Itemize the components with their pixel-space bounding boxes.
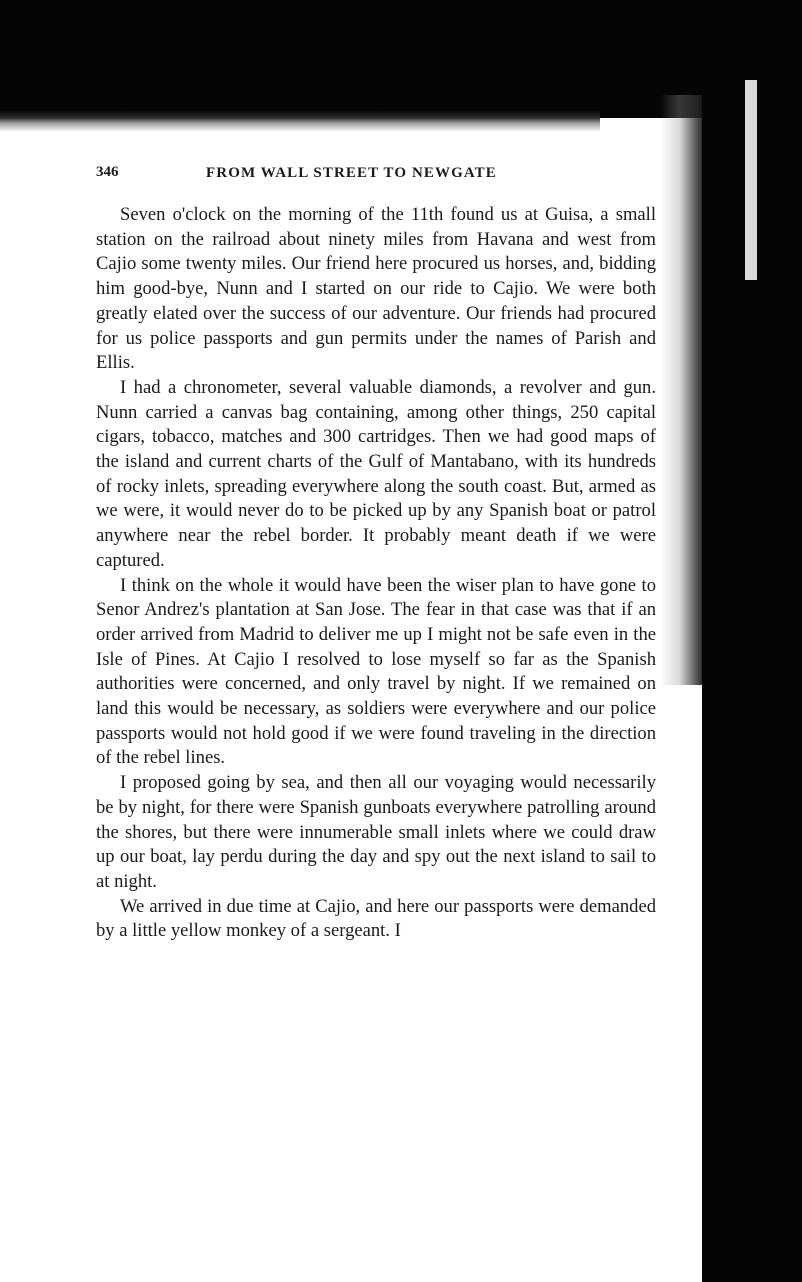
body-text <box>96 203 656 944</box>
running-head <box>96 158 656 188</box>
scan-top-edge-shadow <box>0 110 600 132</box>
book-page <box>96 158 656 944</box>
paragraph-5: We arrived in due time at Cajio, and here our passports were demanded by a little yellow monkey of a sergeant. I <box>96 895 656 942</box>
page-number: 346 <box>96 164 119 180</box>
running-head-title: FROM WALL STREET TO NEWGATE <box>206 165 497 181</box>
paragraph-1: Seven o'clock on the morning of the 11th found us at Guisa, a small station on the railroad about ninety miles from Havana and west from Cajio some twenty miles. Our friend here procured us horses, and, bidding him good-bye, Nunn and I started on our ride to Cajio. We were both greatly elated over the success of our adventure. Our friends had procured for us police passports and gun permits under the names of Parish and Ellis. <box>96 204 656 374</box>
scan-gutter-shadow <box>660 95 708 685</box>
paragraph-4: I proposed going by sea, and then all our voyaging would necessarily be by night, for there were Spanish gunboats everywhere patrolling around the shores, but there were innumerable small inlets where we could draw up our boat, lay perdu during the day and spy out the next island to sail to at night. <box>96 772 656 892</box>
scan-light-streak <box>745 80 757 280</box>
paragraph-3: I think on the whole it would have been the wiser plan to have gone to Senor Andrez's plantation at San Jose. The fear in that case was that if an order arrived from Madrid to deliver me up I might not be safe even in the Isle of Pines. At Cajio I resolved to lose myself so far as the Spanish authorities were concerned, and only travel by night. If we remained on land this would be necessary, as soldiers were everywhere and our police passports would not hold good if we were found traveling in the direction of the rebel lines. <box>96 574 656 769</box>
paragraph-2: I had a chronometer, several valuable diamonds, a revolver and gun. Nunn carried a canvas bag containing, among other things, 250 capital cigars, tobacco, matches and 300 cartridges. Then we had good maps of the island and current charts of the Gulf of Mantabano, with its hundreds of rocky inlets, spreading everywhere along the south coast. But, armed as we were, it would never do to be picked up by any Spanish boat or patrol anywhere near the rebel border. It probably meant death if we were captured. <box>96 376 656 571</box>
